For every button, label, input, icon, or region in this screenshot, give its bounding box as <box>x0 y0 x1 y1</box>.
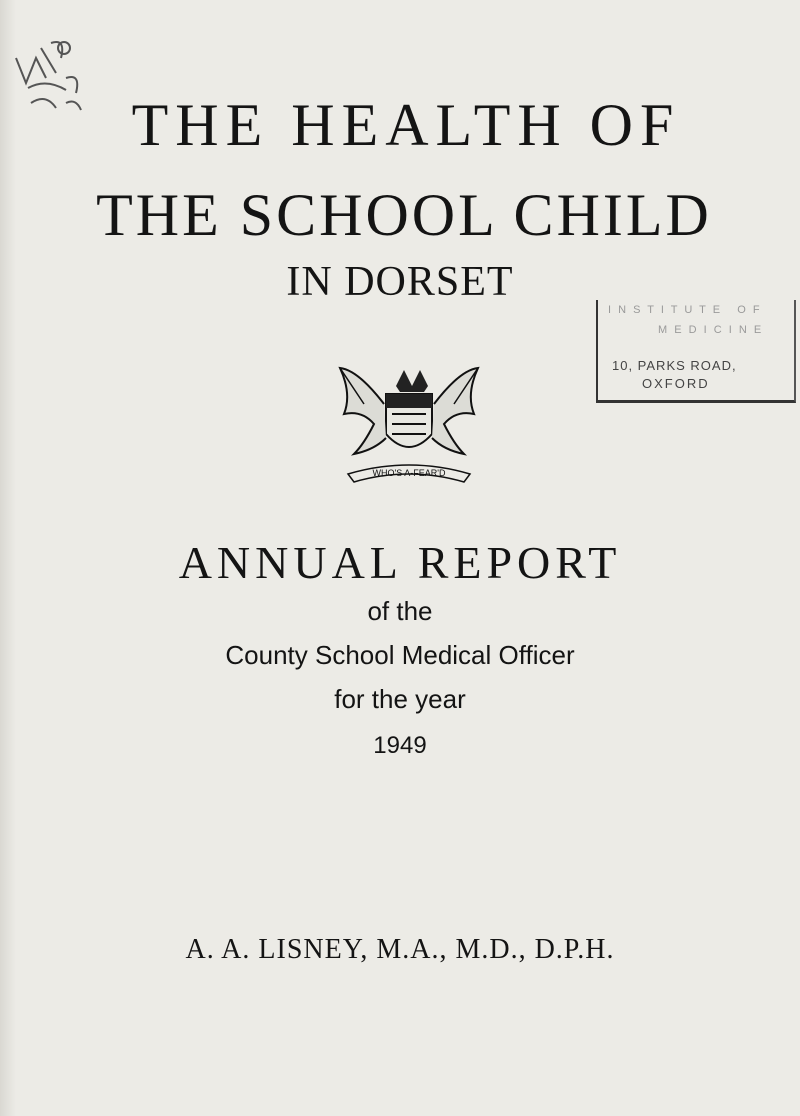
title-line-1: THE HEALTH OF <box>131 92 681 158</box>
report-year: 1949 <box>373 732 427 759</box>
officer-title: County School Medical Officer <box>225 640 575 670</box>
of-the-line: of the <box>367 596 433 626</box>
crest-motto: WHO'S A-FEAR'D <box>372 468 446 478</box>
stamp-city: OXFORD <box>642 376 710 391</box>
stamp-faded-line: I N S T I T U T E O F <box>608 304 762 316</box>
title-line-2: THE SCHOOL CHILD <box>96 182 712 248</box>
for-the-year-line: for the year <box>334 684 466 714</box>
library-stamp <box>596 300 796 403</box>
author-name: A. A. LISNEY, M.A., M.D., D.P.H. <box>185 934 615 965</box>
stamp-faded-line: M E D I C I N E <box>658 324 764 336</box>
report-heading: ANNUAL REPORT <box>178 537 622 588</box>
dorset-coat-of-arms-icon <box>334 364 484 486</box>
subtitle: IN DORSET <box>286 259 514 305</box>
stamp-address: 10, PARKS ROAD, <box>612 358 737 373</box>
